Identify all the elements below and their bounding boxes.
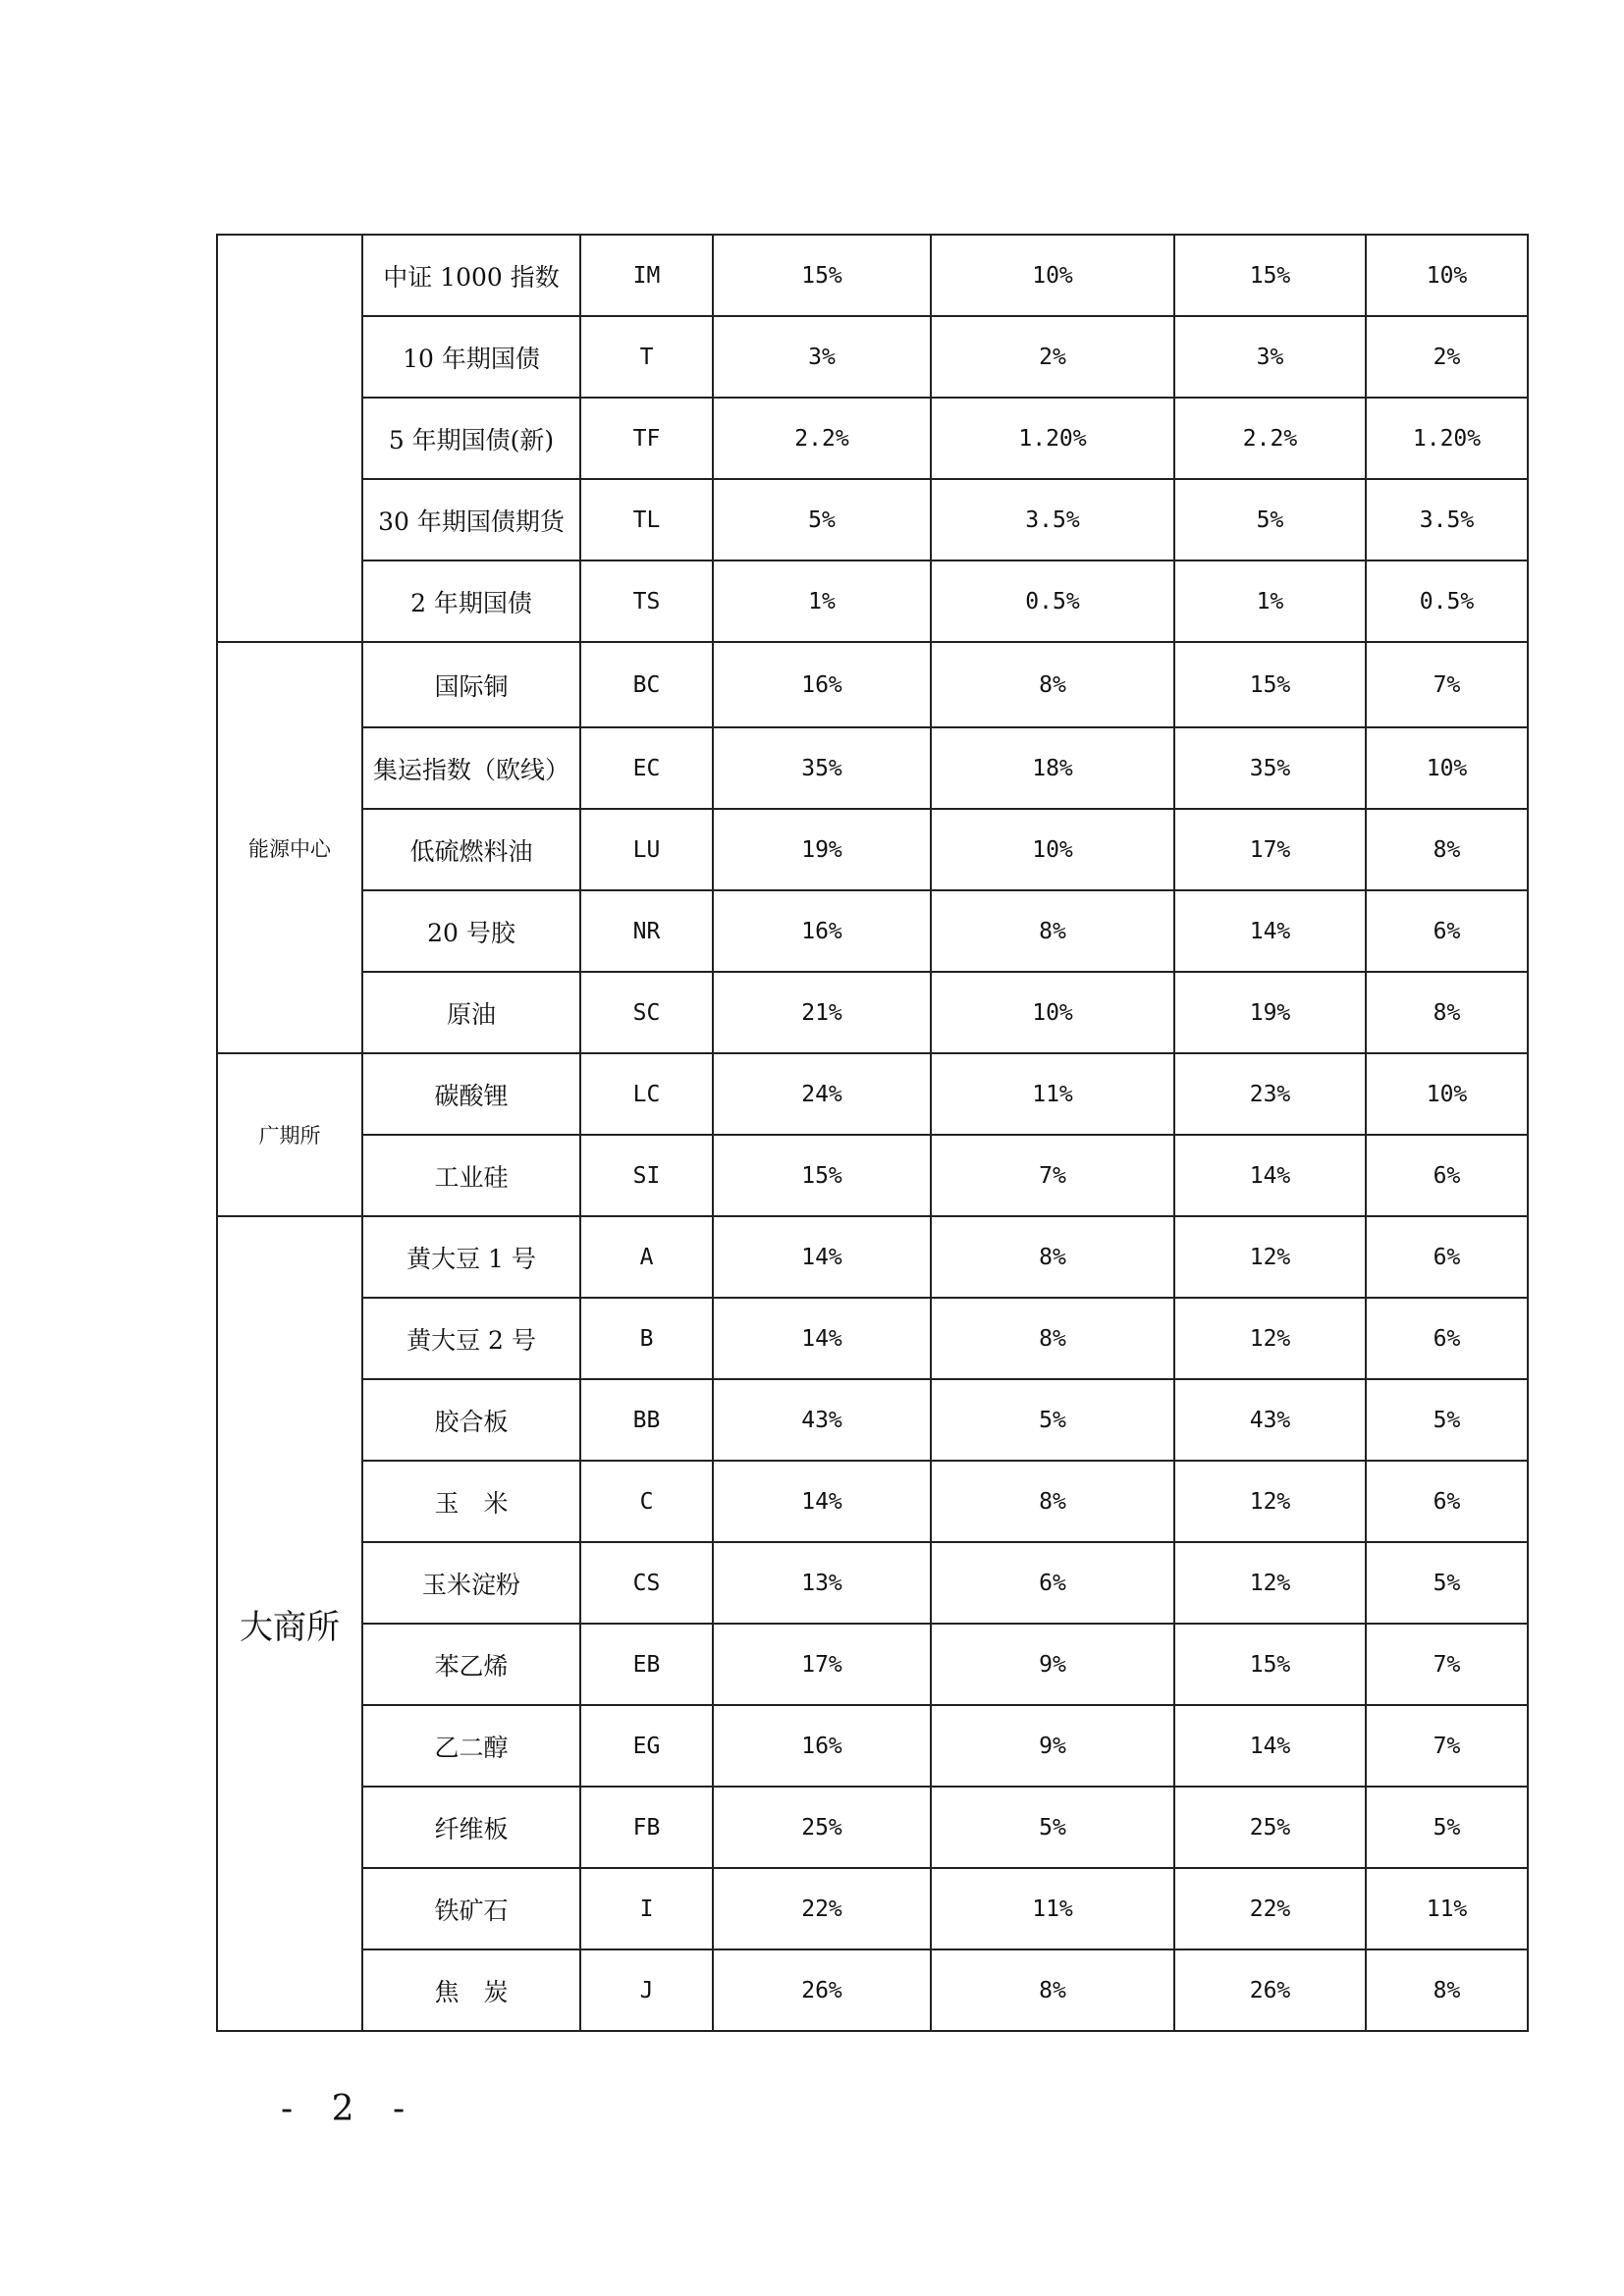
product-code-cell: FB [580,1787,713,1868]
value-cell-1: 14% [713,1216,931,1298]
value-cell-3: 35% [1174,727,1366,809]
value-cell-3: 15% [1174,1624,1366,1705]
value-cell-1: 19% [713,809,931,890]
product-code-cell: EG [580,1705,713,1787]
value-cell-3: 22% [1174,1868,1366,1949]
value-cell-1: 22% [713,1868,931,1949]
value-cell-3: 43% [1174,1379,1366,1461]
product-code-cell: LU [580,809,713,890]
value-cell-2: 8% [931,1216,1174,1298]
value-cell-2: 5% [931,1787,1174,1868]
product-code-cell: LC [580,1053,713,1135]
value-cell-3: 17% [1174,809,1366,890]
product-name-cell: 集运指数（欧线） [362,727,580,809]
value-cell-2: 6% [931,1542,1174,1624]
table-row [217,1135,1528,1216]
product-name-cell: 玉 米 [362,1461,580,1542]
value-cell-4: 6% [1366,890,1528,972]
value-cell-1: 35% [713,727,931,809]
table-row [217,1542,1528,1624]
product-name-cell: 黄大豆 2 号 [362,1298,580,1379]
product-name-cell: 玉米淀粉 [362,1542,580,1624]
value-cell-3: 23% [1174,1053,1366,1135]
value-cell-4: 7% [1366,642,1528,727]
product-name-cell: 黄大豆 1 号 [362,1216,580,1298]
value-cell-3: 3% [1174,316,1366,398]
product-code-cell: B [580,1298,713,1379]
product-code-cell: TL [580,479,713,561]
value-cell-3: 12% [1174,1542,1366,1624]
value-cell-2: 8% [931,1949,1174,2031]
product-code-cell: A [580,1216,713,1298]
value-cell-2: 10% [931,972,1174,1053]
product-name-cell: 低硫燃料油 [362,809,580,890]
value-cell-2: 9% [931,1705,1174,1787]
table-row [217,1949,1528,2031]
table-row [217,1787,1528,1868]
value-cell-4: 8% [1366,972,1528,1053]
value-cell-3: 26% [1174,1949,1366,2031]
product-code-cell: T [580,316,713,398]
value-cell-2: 10% [931,235,1174,316]
value-cell-1: 26% [713,1949,931,2031]
value-cell-2: 10% [931,809,1174,890]
value-cell-1: 15% [713,235,931,316]
value-cell-1: 13% [713,1542,931,1624]
value-cell-3: 12% [1174,1216,1366,1298]
value-cell-2: 0.5% [931,561,1174,642]
product-code-cell: NR [580,890,713,972]
page-number: - 2 - [281,2089,419,2129]
product-code-cell: TS [580,561,713,642]
value-cell-3: 12% [1174,1461,1366,1542]
exchange-cell: 大商所 [217,1216,362,2031]
value-cell-1: 43% [713,1379,931,1461]
product-name-cell: 原油 [362,972,580,1053]
table-row [217,972,1528,1053]
product-code-cell: EC [580,727,713,809]
product-name-cell: 铁矿石 [362,1868,580,1949]
value-cell-1: 5% [713,479,931,561]
product-name-cell: 纤维板 [362,1787,580,1868]
table-row [217,235,1528,316]
table-row [217,642,1528,727]
table-row [217,479,1528,561]
table-row [217,1298,1528,1379]
product-name-cell: 30 年期国债期货 [362,479,580,561]
value-cell-4: 6% [1366,1135,1528,1216]
product-code-cell: I [580,1868,713,1949]
value-cell-2: 9% [931,1624,1174,1705]
product-code-cell: SC [580,972,713,1053]
value-cell-2: 8% [931,642,1174,727]
value-cell-3: 14% [1174,1705,1366,1787]
value-cell-2: 3.5% [931,479,1174,561]
value-cell-2: 7% [931,1135,1174,1216]
product-name-cell: 2 年期国债 [362,561,580,642]
table-row [217,1705,1528,1787]
table-row [217,890,1528,972]
product-code-cell: C [580,1461,713,1542]
product-code-cell: EB [580,1624,713,1705]
value-cell-3: 1% [1174,561,1366,642]
value-cell-3: 14% [1174,1135,1366,1216]
value-cell-4: 10% [1366,727,1528,809]
value-cell-1: 14% [713,1298,931,1379]
product-name-cell: 苯乙烯 [362,1624,580,1705]
product-code-cell: J [580,1949,713,2031]
value-cell-4: 8% [1366,1949,1528,2031]
table-row [217,1053,1528,1135]
value-cell-4: 3.5% [1366,479,1528,561]
value-cell-2: 5% [931,1379,1174,1461]
value-cell-1: 2.2% [713,398,931,479]
value-cell-1: 21% [713,972,931,1053]
exchange-cell: 广期所 [217,1053,362,1216]
product-code-cell: CS [580,1542,713,1624]
product-name-cell: 中证 1000 指数 [362,235,580,316]
value-cell-4: 7% [1366,1624,1528,1705]
value-cell-3: 15% [1174,235,1366,316]
value-cell-4: 6% [1366,1298,1528,1379]
value-cell-2: 8% [931,1461,1174,1542]
value-cell-4: 7% [1366,1705,1528,1787]
table-row [217,727,1528,809]
value-cell-4: 6% [1366,1216,1528,1298]
exchange-cell: 能源中心 [217,642,362,1053]
value-cell-1: 15% [713,1135,931,1216]
value-cell-3: 2.2% [1174,398,1366,479]
margin-table [216,234,1529,2032]
value-cell-4: 0.5% [1366,561,1528,642]
table-row [217,561,1528,642]
value-cell-4: 5% [1366,1379,1528,1461]
product-code-cell: BB [580,1379,713,1461]
value-cell-4: 1.20% [1366,398,1528,479]
product-name-cell: 碳酸锂 [362,1053,580,1135]
value-cell-1: 16% [713,1705,931,1787]
value-cell-4: 10% [1366,1053,1528,1135]
value-cell-4: 6% [1366,1461,1528,1542]
table-row [217,1379,1528,1461]
table-row [217,1868,1528,1949]
value-cell-3: 19% [1174,972,1366,1053]
value-cell-3: 12% [1174,1298,1366,1379]
value-cell-2: 11% [931,1053,1174,1135]
value-cell-1: 16% [713,642,931,727]
value-cell-4: 5% [1366,1787,1528,1868]
value-cell-1: 3% [713,316,931,398]
product-name-cell: 20 号胶 [362,890,580,972]
value-cell-1: 1% [713,561,931,642]
value-cell-1: 17% [713,1624,931,1705]
table-row [217,316,1528,398]
product-name-cell: 胶合板 [362,1379,580,1461]
table-row [217,1624,1528,1705]
value-cell-3: 5% [1174,479,1366,561]
product-name-cell: 5 年期国债(新) [362,398,580,479]
value-cell-4: 10% [1366,235,1528,316]
table-row [217,1461,1528,1542]
product-name-cell: 工业硅 [362,1135,580,1216]
table-row [217,1216,1528,1298]
value-cell-3: 15% [1174,642,1366,727]
value-cell-2: 11% [931,1868,1174,1949]
value-cell-2: 8% [931,1298,1174,1379]
value-cell-2: 8% [931,890,1174,972]
product-code-cell: IM [580,235,713,316]
value-cell-2: 18% [931,727,1174,809]
value-cell-4: 11% [1366,1868,1528,1949]
value-cell-4: 5% [1366,1542,1528,1624]
product-name-cell: 乙二醇 [362,1705,580,1787]
exchange-cell [217,235,362,642]
table-row [217,809,1528,890]
value-cell-4: 2% [1366,316,1528,398]
value-cell-3: 14% [1174,890,1366,972]
value-cell-1: 14% [713,1461,931,1542]
value-cell-2: 1.20% [931,398,1174,479]
value-cell-1: 24% [713,1053,931,1135]
product-code-cell: TF [580,398,713,479]
product-code-cell: BC [580,642,713,727]
table-row [217,398,1528,479]
value-cell-1: 25% [713,1787,931,1868]
product-name-cell: 10 年期国债 [362,316,580,398]
value-cell-4: 8% [1366,809,1528,890]
value-cell-3: 25% [1174,1787,1366,1868]
product-name-cell: 焦 炭 [362,1949,580,2031]
product-name-cell: 国际铜 [362,642,580,727]
value-cell-1: 16% [713,890,931,972]
value-cell-2: 2% [931,316,1174,398]
product-code-cell: SI [580,1135,713,1216]
